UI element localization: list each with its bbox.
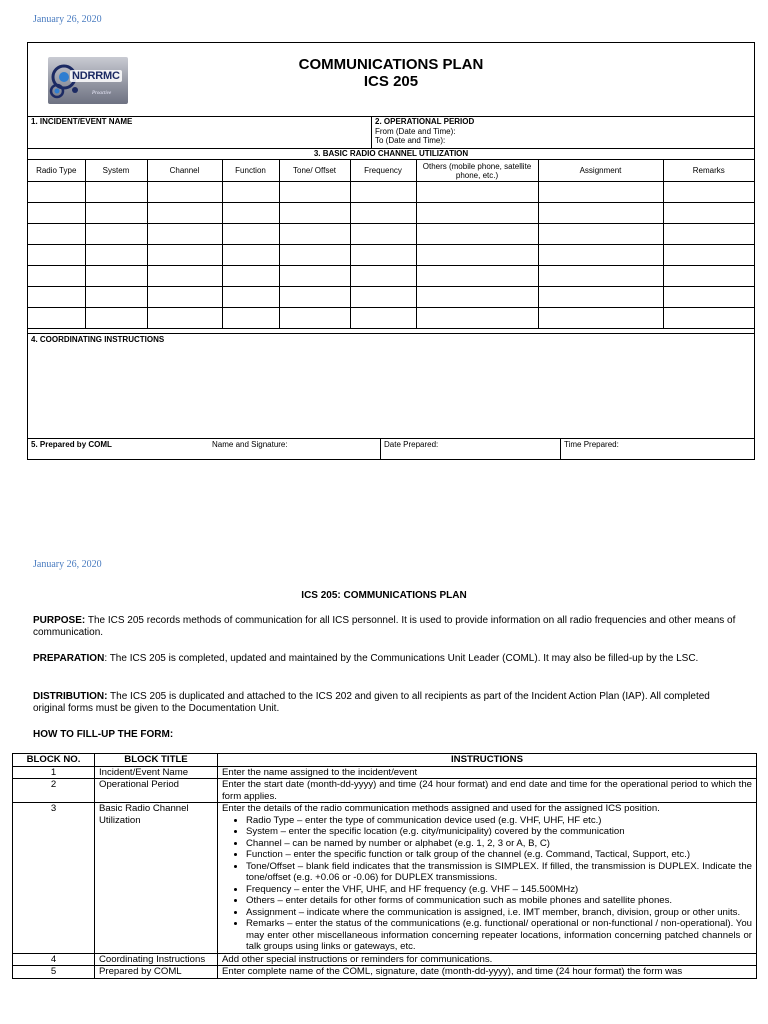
col-header: Others (mobile phone, satellite phone, etc.) [416, 160, 538, 182]
entry-cell[interactable] [279, 308, 350, 329]
howto-heading: HOW TO FILL-UP THE FORM: [33, 729, 174, 740]
entry-cell[interactable] [147, 308, 222, 329]
list-item: • System – enter the specific location (e.g. city/municipality) covered by the communication [246, 826, 752, 838]
entry-cell[interactable] [663, 287, 754, 308]
block-title: Prepared by COML [95, 966, 218, 979]
list-item: • Channel – can be named by number or alphabet (e.g. 1, 2, 3 or A, B, C) [246, 838, 752, 850]
entry-cell[interactable] [538, 203, 663, 224]
entry-cell[interactable] [85, 224, 147, 245]
instructions-header [13, 754, 757, 767]
entry-cell[interactable] [85, 266, 147, 287]
entry-cell[interactable] [350, 203, 416, 224]
table-row [28, 266, 754, 287]
entry-cell[interactable] [85, 203, 147, 224]
entry-cell[interactable] [279, 203, 350, 224]
entry-cell[interactable] [350, 266, 416, 287]
incident-row [28, 116, 754, 149]
entry-cell[interactable] [85, 182, 147, 203]
radio-table-header [28, 160, 754, 182]
entry-cell[interactable] [147, 287, 222, 308]
table-row [28, 224, 754, 245]
op-from-label: From (Date and Time): [375, 127, 456, 136]
col-header: Channel [147, 160, 222, 182]
entry-cell[interactable] [279, 287, 350, 308]
table-row [28, 182, 754, 203]
block-no: 3 [13, 803, 95, 954]
entry-cell[interactable] [279, 182, 350, 203]
entry-cell[interactable] [147, 203, 222, 224]
distribution-paragraph [33, 691, 738, 715]
block-title: Basic Radio Channel Utilization [95, 803, 218, 954]
entry-cell[interactable] [28, 308, 85, 329]
entry-cell[interactable] [222, 308, 279, 329]
block-no: 4 [13, 953, 95, 966]
block-title: Incident/Event Name [95, 766, 218, 779]
table-row [13, 953, 757, 966]
list-item: • Frequency – enter the VHF, UHF, and HF frequency (e.g. VHF – 145.500MHz) [246, 884, 752, 896]
col-header: BLOCK TITLE [95, 754, 218, 767]
entry-cell[interactable] [279, 266, 350, 287]
block-instruction: Enter the name assigned to the incident/event [218, 766, 757, 779]
purpose-paragraph [33, 615, 738, 639]
col-header: Tone/ Offset [279, 160, 350, 182]
entry-cell[interactable] [350, 308, 416, 329]
col-header: System [85, 160, 147, 182]
entry-cell[interactable] [222, 245, 279, 266]
entry-cell[interactable] [416, 287, 538, 308]
table-row [28, 287, 754, 308]
entry-cell[interactable] [538, 182, 663, 203]
entry-cell[interactable] [147, 245, 222, 266]
table-row [13, 766, 757, 779]
entry-cell[interactable] [663, 245, 754, 266]
radio-channel-table [28, 160, 754, 329]
distribution-text: The ICS 205 is duplicated and attached to the ICS 202 and given to all recipients as part of the Incident Action Plan (IAP). All completed original forms must be given to the Documentation Unit. [33, 691, 710, 714]
entry-cell[interactable] [663, 266, 754, 287]
name-signature-field[interactable]: Name and Signature: [212, 440, 288, 449]
section3-label: 3. BASIC RADIO CHANNEL UTILIZATION [28, 149, 754, 160]
block-instruction: Enter the start date (month-dd-yyyy) and time (24 hour format) and end date and time for the operational period to which the form applies. [218, 779, 757, 803]
entry-cell[interactable] [147, 224, 222, 245]
table-row [28, 245, 754, 266]
operational-period-field[interactable] [372, 116, 754, 148]
block-instruction [218, 803, 757, 954]
table-row [13, 779, 757, 803]
entry-cell[interactable] [663, 182, 754, 203]
section4-label: 4. COORDINATING INSTRUCTIONS [31, 335, 165, 344]
entry-cell[interactable] [538, 287, 663, 308]
entry-cell[interactable] [350, 224, 416, 245]
entry-cell[interactable] [350, 245, 416, 266]
entry-cell[interactable] [416, 266, 538, 287]
time-prepared-field[interactable]: Time Prepared: [560, 438, 754, 459]
table-row [13, 803, 757, 954]
op-to-label: To (Date and Time): [375, 136, 446, 145]
preparation-label: PREPARATION [33, 653, 105, 664]
coordinating-instructions-field[interactable] [28, 333, 754, 439]
form-title-line2: ICS 205 [363, 73, 419, 90]
entry-cell[interactable] [28, 266, 85, 287]
entry-cell[interactable] [416, 203, 538, 224]
block-title: Coordinating Instructions [95, 953, 218, 966]
col-header: Remarks [663, 160, 754, 182]
entry-cell[interactable] [222, 287, 279, 308]
section5-label: 5. Prepared by COML [31, 440, 112, 449]
block-no: 1 [13, 766, 95, 779]
entry-cell[interactable] [279, 224, 350, 245]
preparation-text: : The ICS 205 is completed, updated and maintained by the Communications Unit Leader (COML). It may also be filled-up by the LSC. [104, 653, 699, 664]
ics205-form [27, 42, 755, 460]
entry-cell[interactable] [416, 182, 538, 203]
list-item: • Radio Type – enter the type of communication device used (e.g. VHF, UHF, HF etc.) [246, 815, 752, 827]
block-no: 2 [13, 779, 95, 803]
distribution-label: DISTRIBUTION: [33, 691, 108, 702]
entry-cell[interactable] [28, 245, 85, 266]
date-prepared-field[interactable]: Date Prepared: [380, 438, 559, 459]
entry-cell[interactable] [538, 245, 663, 266]
list-item: • Tone/Offset – blank field indicates that the transmission is SIMPLEX. If filled, the transmission is DUPLEX. Indicate the tone/offset (e.g. +0.06 or -0.06) for DUPLEX transmissions. [246, 861, 752, 884]
list-item: • Others – enter details for other forms of communication such as mobile phones and satellite phones. [246, 895, 752, 907]
entry-cell[interactable] [416, 308, 538, 329]
logo-text: NDRRMC [72, 70, 120, 82]
entry-cell[interactable] [28, 224, 85, 245]
block3-intro: Enter the details of the radio communication methods assigned and used for the assigned ICS position. [222, 803, 660, 814]
entry-cell[interactable] [538, 266, 663, 287]
entry-cell[interactable] [350, 287, 416, 308]
preparation-paragraph [33, 653, 738, 665]
entry-cell[interactable] [147, 266, 222, 287]
entry-cell[interactable] [222, 182, 279, 203]
block-no: 5 [13, 966, 95, 979]
col-header: BLOCK NO. [13, 754, 95, 767]
instructions-table [12, 753, 757, 979]
block-instruction: Enter complete name of the COML, signature, date (month-dd-yyyy), and time (24 hour format) the form was [218, 966, 757, 979]
list-item: • Function – enter the specific function or talk group of the channel (e.g. Command, Tactical, Support, etc.) [246, 849, 752, 861]
entry-cell[interactable] [85, 287, 147, 308]
block-instruction: Add other special instructions or reminders for communications. [218, 953, 757, 966]
entry-cell[interactable] [416, 245, 538, 266]
logo-subtitle: Proactive [92, 91, 112, 96]
table-row [28, 203, 754, 224]
col-header: INSTRUCTIONS [218, 754, 757, 767]
form-header [28, 43, 754, 117]
entry-cell[interactable] [85, 308, 147, 329]
table-row [28, 308, 754, 329]
entry-cell[interactable] [28, 203, 85, 224]
entry-cell[interactable] [222, 224, 279, 245]
incident-name-field[interactable] [28, 116, 372, 148]
page-date: January 26, 2020 [33, 559, 102, 570]
page-date: January 26, 2020 [33, 14, 102, 25]
entry-cell[interactable] [222, 266, 279, 287]
form-title [28, 56, 754, 90]
entry-cell[interactable] [28, 182, 85, 203]
entry-cell[interactable] [279, 245, 350, 266]
table-row [13, 966, 757, 979]
entry-cell[interactable] [663, 224, 754, 245]
entry-cell[interactable] [28, 287, 85, 308]
entry-cell[interactable] [538, 308, 663, 329]
list-item: • Assignment – indicate where the communication is assigned, i.e. IMT member, branch, division, group or other units. [246, 907, 752, 919]
block3-bullets [222, 815, 752, 953]
entry-cell[interactable] [147, 182, 222, 203]
operational-period-label: 2. OPERATIONAL PERIOD [375, 117, 475, 126]
incident-name-label: 1. INCIDENT/EVENT NAME [31, 117, 133, 126]
list-item: • Remarks – enter the status of the communications (e.g. functional/ operational or non-functional / non-operational). You may enter other miscellaneous information concerning repeater locations, information concerning patched channels or talk groups using links or gateways, etc. [246, 918, 752, 953]
entry-cell[interactable] [663, 203, 754, 224]
col-header: Assignment [538, 160, 663, 182]
instructions-title: ICS 205: COMMUNICATIONS PLAN [301, 590, 467, 601]
entry-cell[interactable] [85, 245, 147, 266]
entry-cell[interactable] [663, 308, 754, 329]
purpose-text: The ICS 205 records methods of communication for all ICS personnel. It is used to provide information on all radio frequencies and other means of communication. [33, 615, 736, 638]
entry-cell[interactable] [350, 182, 416, 203]
entry-cell[interactable] [538, 224, 663, 245]
entry-cell[interactable] [416, 224, 538, 245]
prepared-by-row [28, 438, 754, 459]
form-title-line1: COMMUNICATIONS PLAN [298, 56, 484, 73]
col-header: Frequency [350, 160, 416, 182]
col-header: Function [222, 160, 279, 182]
block-title: Operational Period [95, 779, 218, 803]
purpose-label: PURPOSE: [33, 615, 86, 626]
entry-cell[interactable] [222, 203, 279, 224]
col-header: Radio Type [28, 160, 85, 182]
